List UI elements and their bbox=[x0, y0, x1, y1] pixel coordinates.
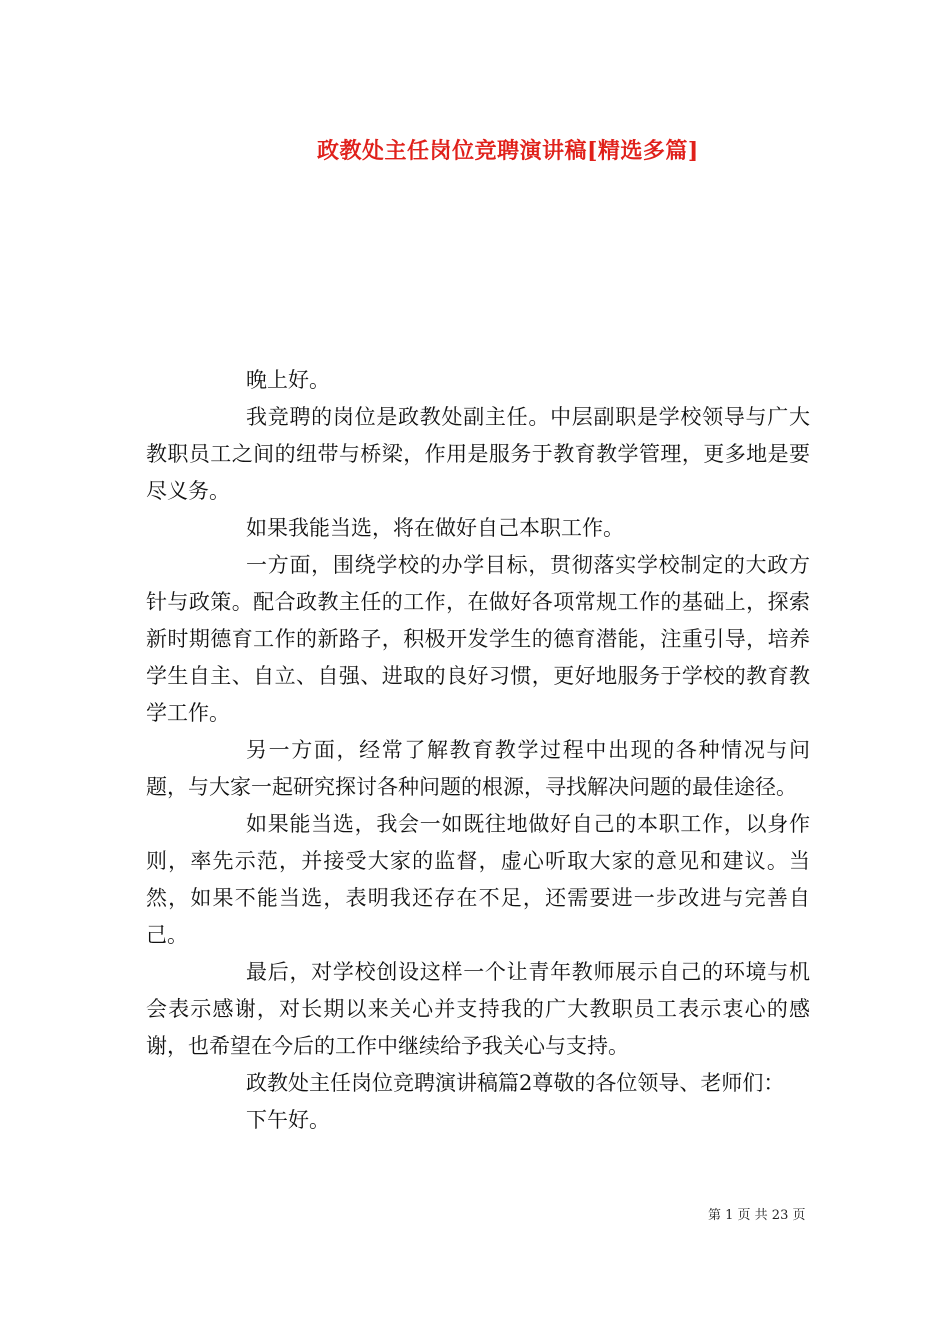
paragraph: 晚上好。 bbox=[246, 368, 330, 392]
paragraph: 如果我能当选，将在做好自己本职工作。 bbox=[246, 516, 624, 540]
paragraph: 一方面，围绕学校的办学目标，贯彻落实学校制定的大政方针与政策。配合政教主任的工作，在做好各项常规工作的基础上，探索新时期德育工作的新路子，积极开发学生的德育潜能，注重引导，培养学生自主、自立、自强、进取的良好习惯，更好地服务于学校的教育教学工作。 bbox=[146, 553, 810, 725]
paragraph: 另一方面，经常了解教育教学过程中出现的各种情况与问题，与大家一起研究探讨各种问题的根源，寻找解决问题的最佳途径。 bbox=[146, 738, 810, 799]
document-title: 政教处主任岗位竞聘演讲稿[精选多篇] bbox=[317, 138, 699, 164]
document-body bbox=[146, 362, 810, 1139]
paragraph: 下午好。 bbox=[246, 1108, 330, 1132]
paragraph: 最后，对学校创设这样一个让青年教师展示自己的环境与机会表示感谢，对长期以来关心并支持我的广大教职员工表示衷心的感谢，也希望在今后的工作中继续给予我关心与支持。 bbox=[146, 960, 810, 1058]
paragraph: 政教处主任岗位竞聘演讲稿篇2尊敬的各位领导、老师们： bbox=[246, 1071, 785, 1095]
paragraph: 我竞聘的岗位是政教处副主任。中层副职是学校领导与广大教职员工之间的纽带与桥梁，作用是服务于教育教学管理，更多地是要尽义务。 bbox=[146, 405, 810, 503]
paragraph: 如果能当选，我会一如既往地做好自己的本职工作，以身作则，率先示范，并接受大家的监督，虚心听取大家的意见和建议。当然，如果不能当选，表明我还存在不足，还需要进一步改进与完善自己。 bbox=[146, 812, 810, 947]
page-number-footer: 第 1 页 共 23 页 bbox=[708, 1208, 806, 1223]
